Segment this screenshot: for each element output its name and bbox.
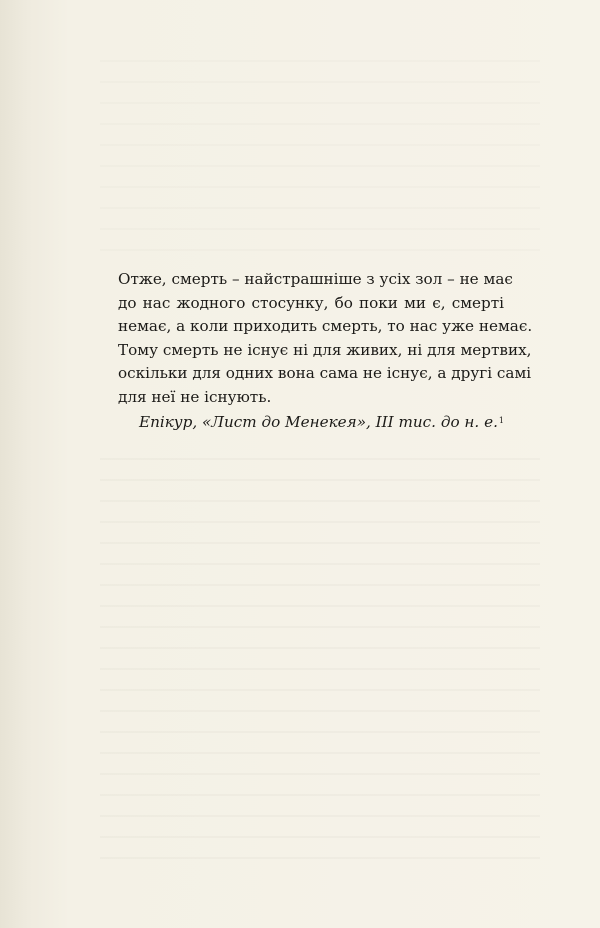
bleed-through-text-top xyxy=(100,60,540,260)
epigraph xyxy=(118,268,533,434)
epigraph-line: для неї не існують. xyxy=(118,387,272,406)
epigraph-line: Отже, смерть – найстрашніше з усіх зол – не має xyxy=(118,270,513,288)
epigraph-line: Тому смерть не існує ні для живих, ні для мертвих, xyxy=(118,340,532,359)
epigraph-attribution xyxy=(118,411,504,435)
bleed-through-text-bottom xyxy=(100,458,540,878)
attribution-text: Епікур, «Лист до Менекея», ІІІ тис. до н. е. xyxy=(139,412,498,431)
footnote-mark: 1 xyxy=(498,415,504,425)
epigraph-line: немає, а коли приходить смерть, то нас уже немає. xyxy=(118,317,533,336)
epigraph-line: оскільки для одних вона сама не існує, а другі самі xyxy=(118,364,532,383)
epigraph-line: до нас жодного стосунку, бо поки ми є, смерті xyxy=(118,293,504,312)
